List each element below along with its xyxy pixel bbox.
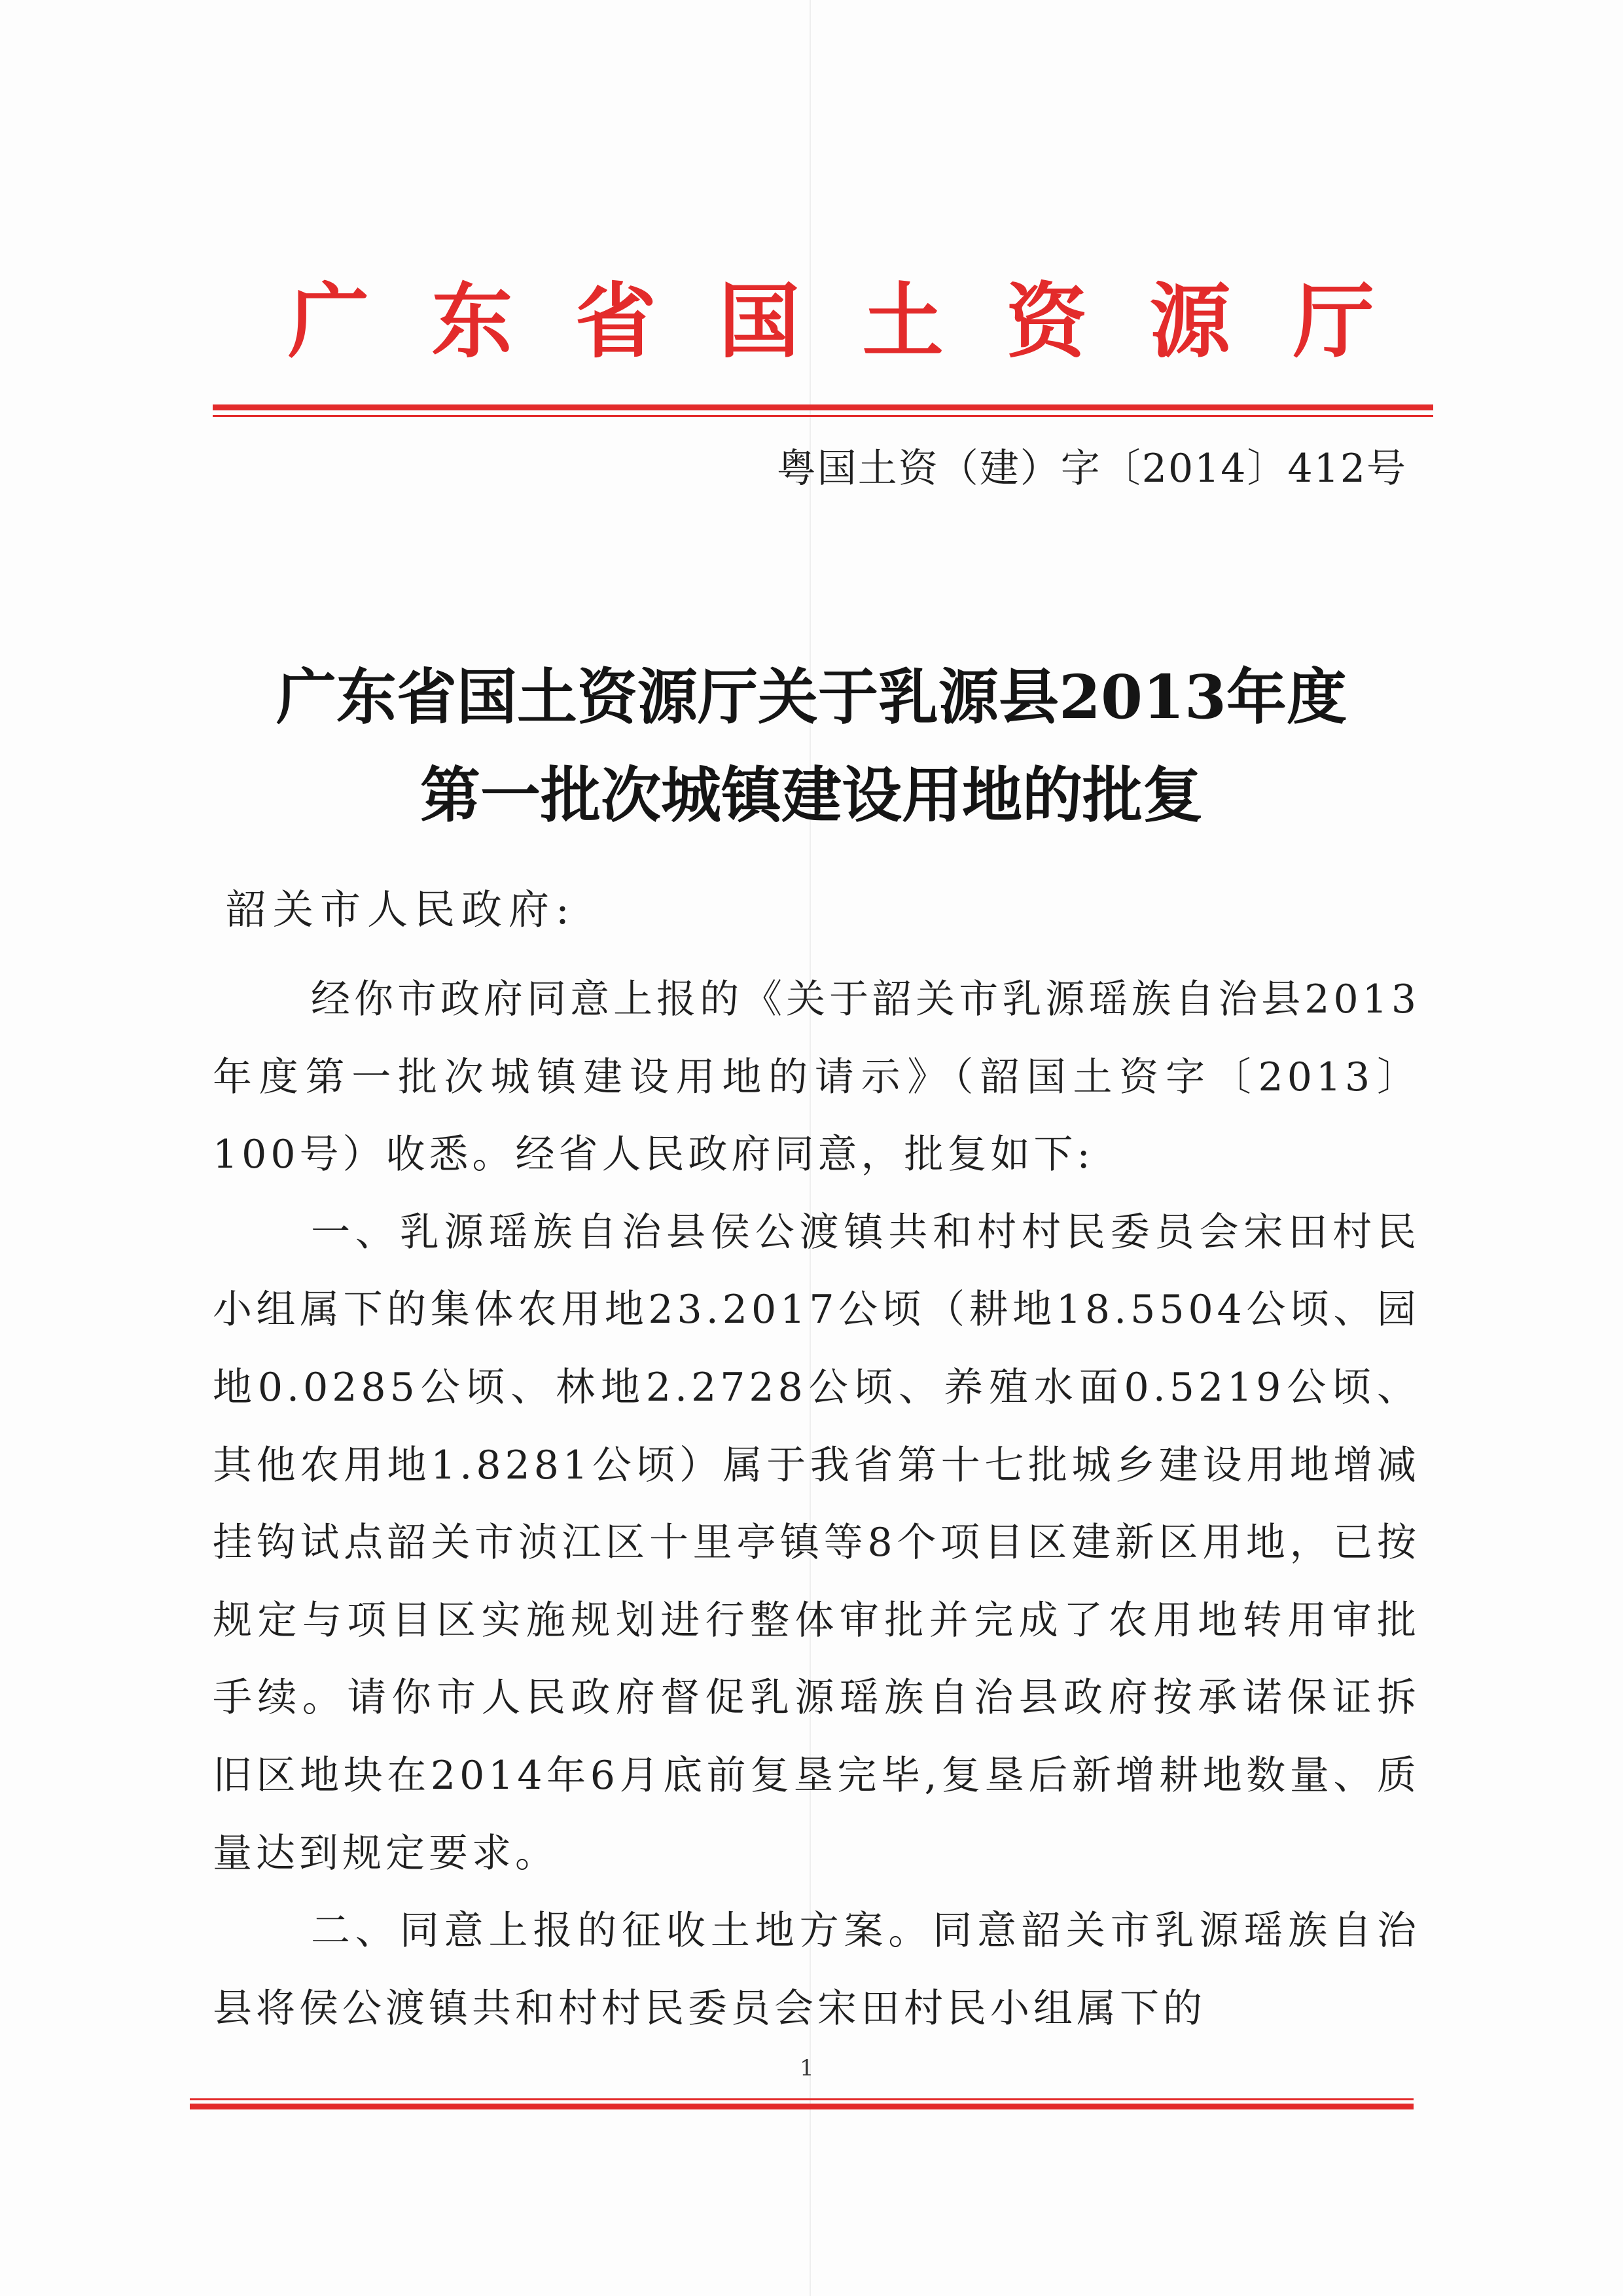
body-paragraph: 一、乳源瑶族自治县侯公渡镇共和村村民委员会宋田村民小组属下的集体农用地23.2017公顷（耕地18.5504公顷、园地0.0285公顷、林地2.2728公顷、养殖水面0.5219公顷、其他农用地1.8281公顷）属于我省第十七批城乡建设用地增减挂钩试点韶关市浈江区十里亭镇等8个项目区建新区用地，已按规定与项目区实施规划进行整体审批并完成了农用地转用审批手续。请你市人民政府督促乳源瑶族自治县政府按承诺保证拆旧区地块在2014年6月底前复垦完毕,复垦后新增耕地数量、质量达到规定要求。 [213,1209,1420,1876]
salutation: 韶关市人民政府: [226,886,576,933]
header-char: 源 [1149,274,1231,369]
document-number: 粤国土资（建）字〔2014〕412号 [776,446,1407,492]
body-paragraph: 二、同意上报的征收土地方案。同意韶关市乳源瑶族自治县将侯公渡镇共和村村民委员会宋田村民小组属下的 [213,1908,1420,2032]
header-char: 广 [288,274,370,369]
header-char: 厅 [1293,274,1374,369]
header-char: 东 [431,274,513,369]
footer-rule-thick [190,2104,1414,2109]
header-rule-thick [213,404,1433,410]
document-title-line1: 广东省国土资源厅关于乳源县2013年度 [276,662,1347,732]
header-char: 资 [1006,274,1088,369]
header-char: 国 [719,274,800,369]
document-body [213,961,1420,2047]
document-title-line2: 第一批次城镇建设用地的批复 [419,760,1203,831]
header-rule-thin [213,415,1433,417]
body-paragraph: 经你市政府同意上报的《关于韶关市乳源瑶族自治县2013年度第一批次城镇建设用地的请示》（韶国土资字〔2013〕100号）收悉。经省人民政府同意，批复如下: [213,977,1420,1178]
organization-header [288,274,1374,369]
footer-rule-thin [190,2098,1414,2100]
page-number: 1 [800,2055,814,2081]
document-title [196,648,1427,844]
header-char: 土 [862,274,944,369]
header-char: 省 [575,274,656,369]
